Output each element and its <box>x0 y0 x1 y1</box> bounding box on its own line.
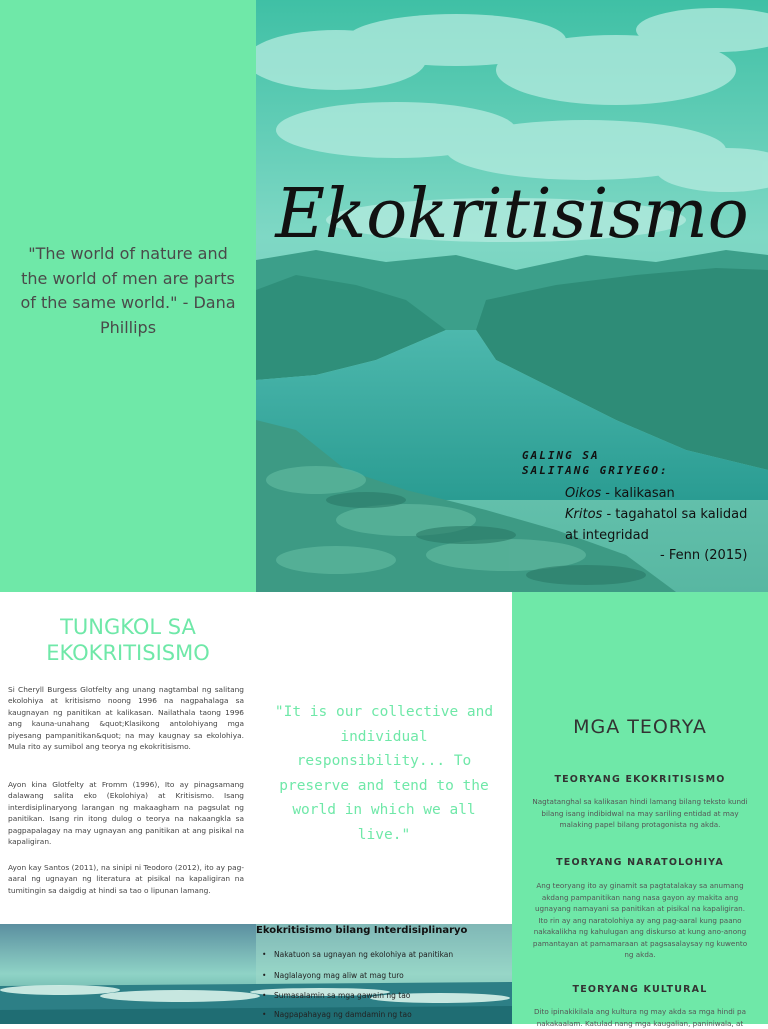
term-oikos-word: Oikos <box>565 486 602 501</box>
responsibility-quote: "It is our collective and individual responsibility... To preserve and tend to the world in which we all live." <box>274 704 494 843</box>
origin-heading-line1: GALING SA <box>522 449 600 462</box>
theory-body-2: Ang teoryang ito ay ginamit sa pagtatalakay sa anumang akdang pampanitikan nang nasa gayon ay makita ang ugnayang namayani sa panitikan at pisikal na kapaligiran. Ito rin ay ang naratolohiya ay ang pag-aaral kung paano nakakalikha ng kahulugan ang diskurso at kung ano-anong pamantayan at pamamaraan at pagsasalaysay ng kuwento ng akda. <box>532 881 748 959</box>
term-kritos-definition-cont: at integridad <box>565 528 649 543</box>
term-kritos <box>565 507 747 522</box>
interdisciplinary-item <box>262 1010 412 1019</box>
interdisciplinary-item-text: Naglalayong mag aliw at mag turo <box>274 971 404 980</box>
origin-heading-line2: SALITANG GRIYEGO: <box>522 464 669 477</box>
interdisciplinary-item-text: Sumasalamin sa mga gawain ng tao <box>274 991 411 1000</box>
fenn-citation: - Fenn (2015) <box>660 548 748 563</box>
interdisciplinary-item-text: Nakatuon sa ugnayan ng ekolohiya at panitikan <box>274 950 454 959</box>
theory-heading-1: TEORYANG EKOKRITISISMO <box>554 774 726 785</box>
theory-body-1: Nagtatanghal sa kalikasan hindi lamang bilang teksto kundi bilang isang indibidwal na may sariling entidad at may malaking papel bilang protagonista ng akda. <box>532 797 748 829</box>
theories-title: MGA TEORYA <box>573 716 707 738</box>
interdisciplinary-item <box>262 991 410 1000</box>
fjord-landscape-image <box>256 0 768 592</box>
theory-body-3: Dito ipinakikilala ang kultura ng may akda sa mga hindi pa nakakaalam. Katulad nang mga kaugalian, paniniwala, at <box>533 1007 747 1028</box>
origin-heading <box>522 448 669 478</box>
about-paragraph-3: Ayon kay Santos (2011), na sinipi ni Teodoro (2012), ito ay pag-aaral ng ugnayan ng literatura at pisikal na kapaligiran na tumitingin sa daigdig at hindi sa tao o lipunan lamang. <box>8 863 244 895</box>
interdisciplinary-item <box>262 950 453 959</box>
about-paragraph-2: Ayon kina Glotfelty at Fromm (1996), Ito ay pinagsamang dalawang salita eko (Ekolohiya) at Kritisismo. Isang interdisiplinaryong larangan ng makaagham na pagsulat ng panitikan. Isang rin itong dulog o teorya na nakaangkla sa pagpapalagay na may ugnayan ang panitikan at ang pisikal na kapaligiran. <box>8 780 244 847</box>
term-oikos-definition: - kalikasan <box>601 486 675 501</box>
interdisciplinary-item-text: Nagpapahayag ng damdamin ng tao <box>274 1010 412 1019</box>
theory-heading-3: TEORYANG KULTURAL <box>572 984 708 995</box>
about-paragraph-1: Si Cheryll Burgess Glotfelty ang unang nagtambal ng salitang ekolohiya at kritisismo noong 1996 na nagpahalaga sa kaugnayan ng panitikan at kalikasan. Nailathala taong 1996 ang kauna-unahang &quot;Klasikong antolohiyang mga piyesang pampanitikan&quot; na may kaugnay sa ekolohiya. Mula rito ay sumibol ang teorya ng ekokritisismo. <box>8 685 244 752</box>
about-title: TUNGKOL SA EKOKRITISISMO <box>46 615 210 665</box>
interdisciplinary-title: Ekokritisismo bilang Interdisiplinaryo <box>256 925 468 936</box>
term-kritos-definition: - tagahatol sa kalidad <box>602 507 748 522</box>
term-kritos-word: Kritos <box>565 507 603 522</box>
term-oikos <box>565 486 675 501</box>
main-title: Ekokritisismo <box>275 175 749 254</box>
interdisciplinary-item <box>262 971 404 980</box>
dana-phillips-quote: "The world of nature and the world of men are parts of the same world." - Dana Phillips <box>20 244 236 337</box>
ocean-waves-image <box>0 924 512 1024</box>
theory-heading-2: TEORYANG NARATOLOHIYA <box>556 857 724 868</box>
